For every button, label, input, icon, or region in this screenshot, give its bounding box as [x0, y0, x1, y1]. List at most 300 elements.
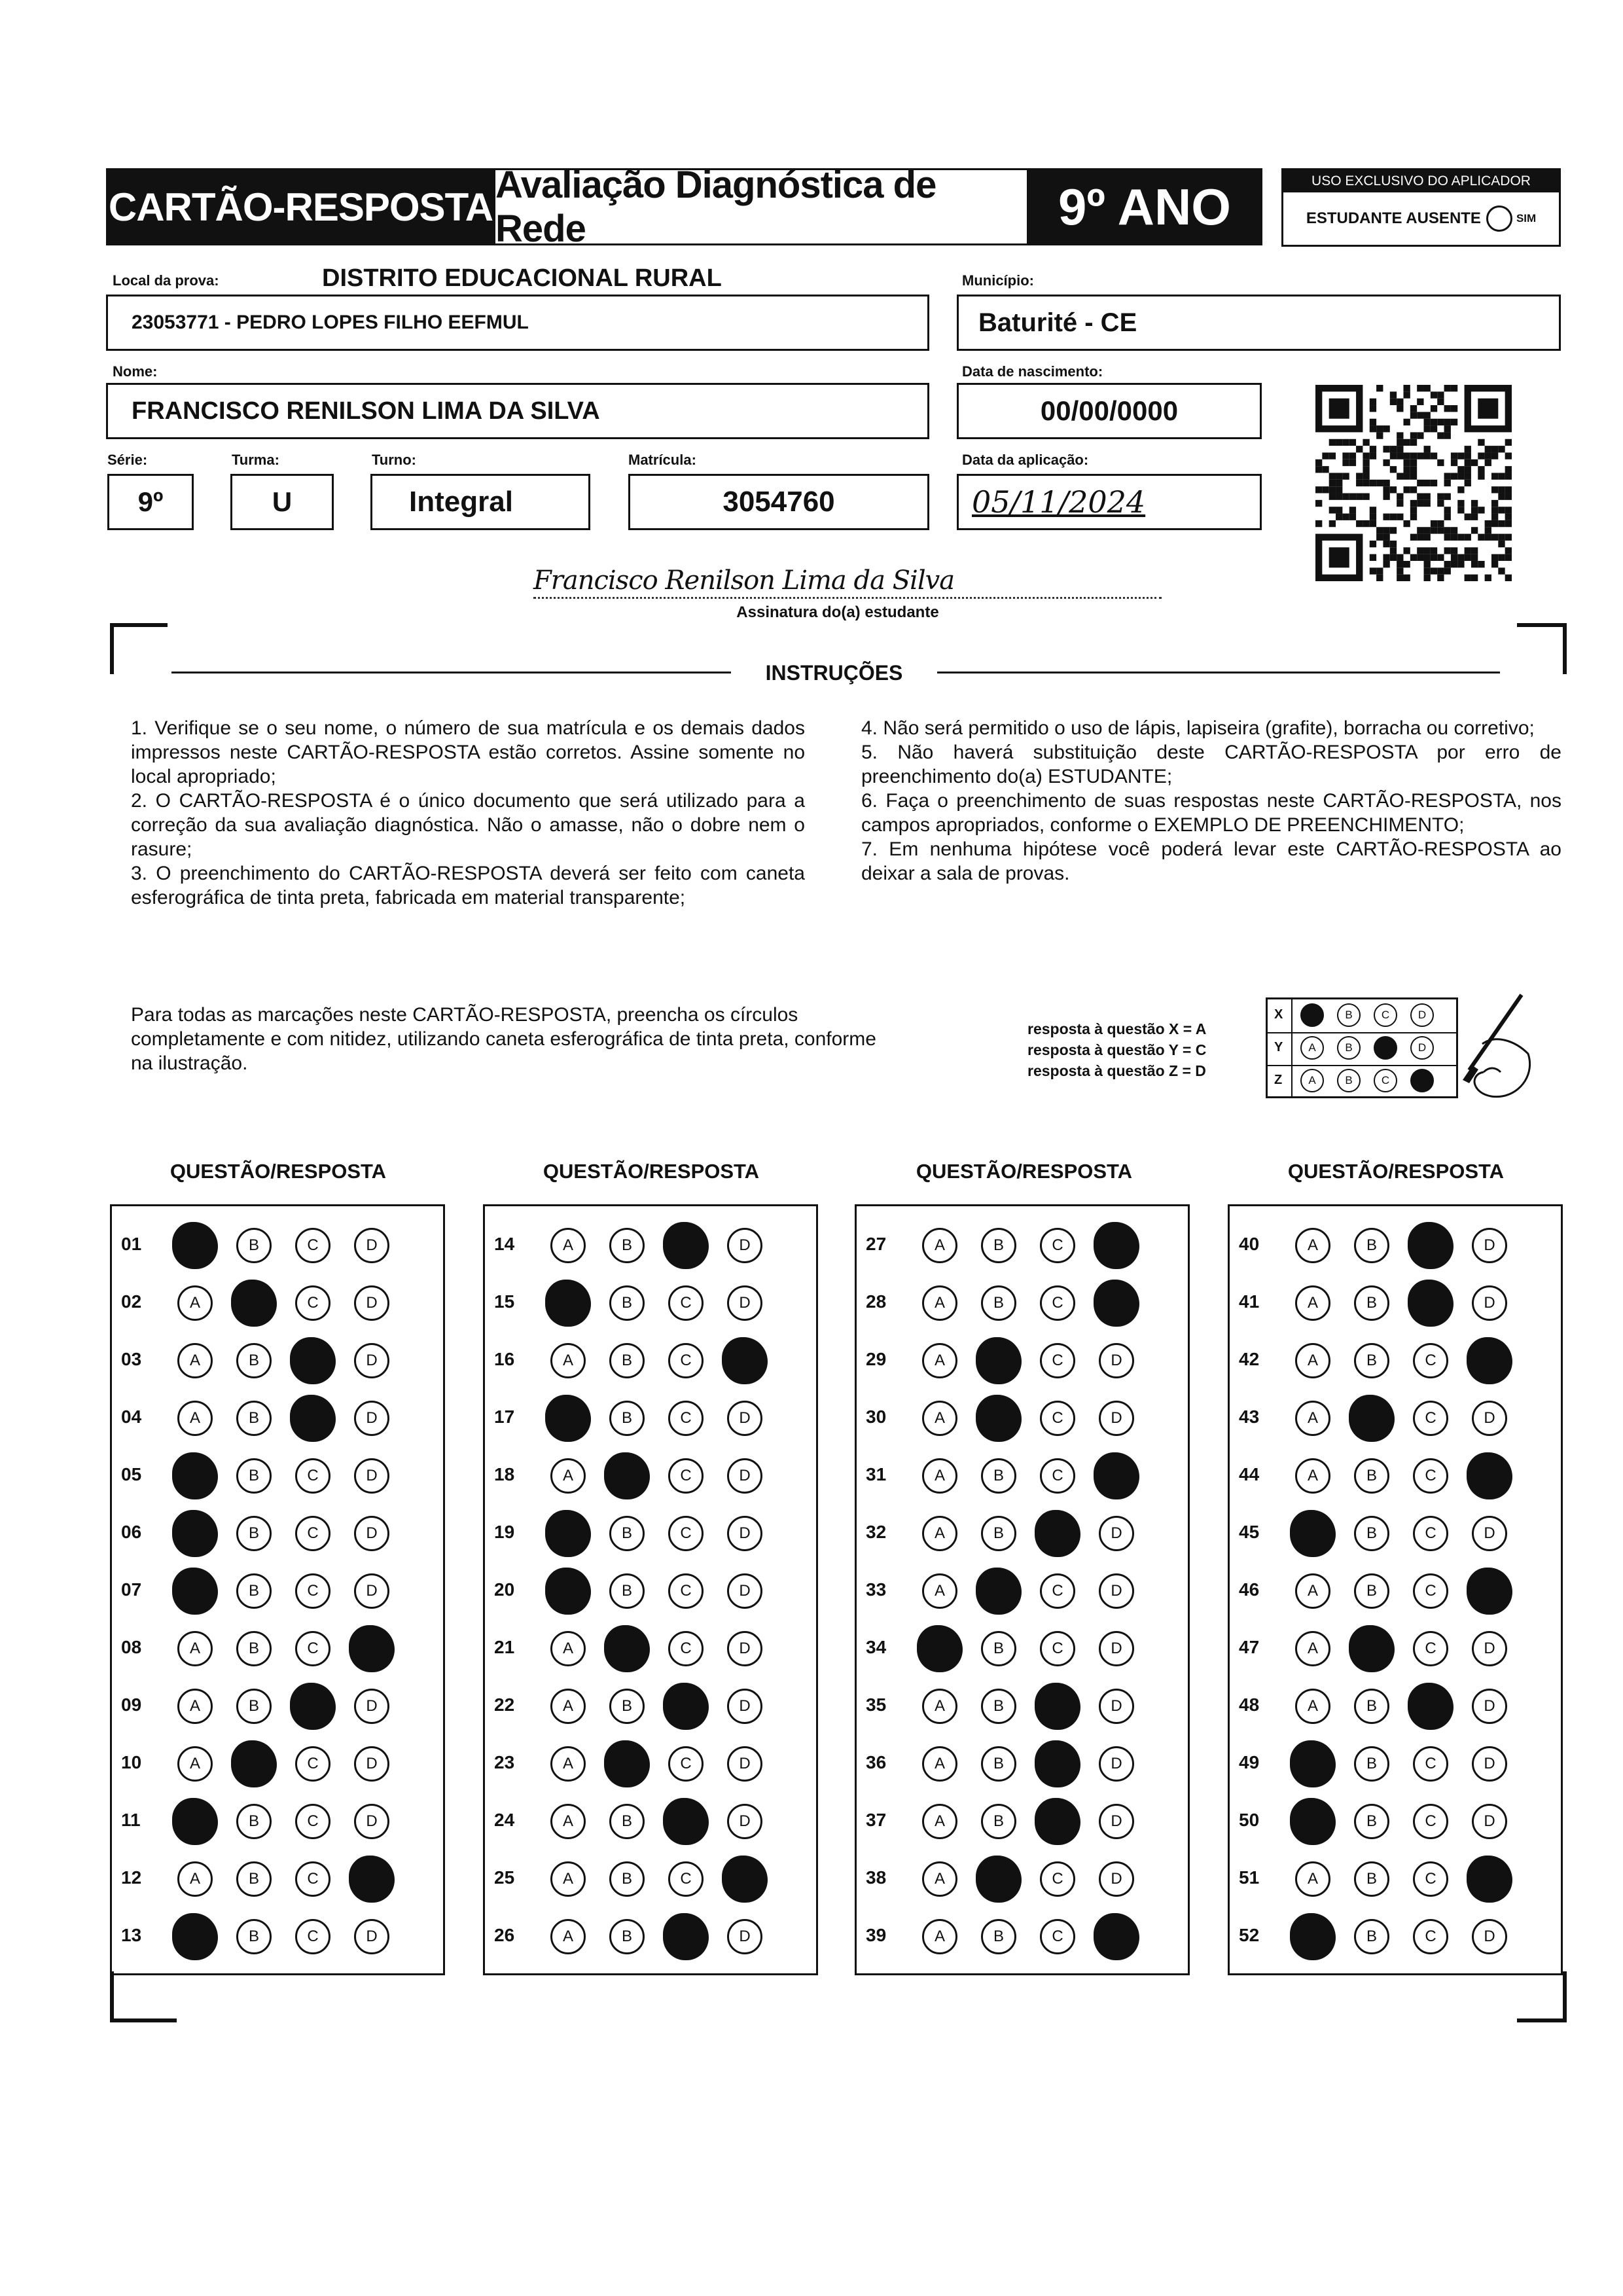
- answer-bubble[interactable]: B: [236, 1401, 272, 1436]
- nascimento-field: [957, 383, 1262, 439]
- question-number: 18: [494, 1464, 515, 1484]
- answer-bubble[interactable]: B: [609, 1861, 645, 1897]
- answer-bubble[interactable]: B: [1354, 1804, 1389, 1839]
- answer-bubble[interactable]: B: [1354, 1228, 1389, 1263]
- answer-bubble[interactable]: D: [1472, 1285, 1507, 1321]
- absent-checkbox[interactable]: [1486, 206, 1512, 232]
- answer-bubble-filled[interactable]: [1408, 1683, 1454, 1730]
- answer-row: [857, 1215, 1188, 1273]
- answer-bubble[interactable]: B: [981, 1228, 1016, 1263]
- answer-bubble[interactable]: C: [295, 1458, 330, 1494]
- example-divider: [1291, 1032, 1293, 1065]
- answer-bubble[interactable]: D: [1472, 1401, 1507, 1436]
- answer-bubble[interactable]: C: [1413, 1343, 1448, 1378]
- answer-bubble[interactable]: B: [981, 1631, 1016, 1666]
- qr-code: [1315, 385, 1512, 581]
- answer-bubble[interactable]: C: [1040, 1631, 1075, 1666]
- answer-column-3: [855, 1204, 1190, 1975]
- answer-bubble[interactable]: C: [1040, 1861, 1075, 1897]
- answer-bubble[interactable]: C: [1413, 1861, 1448, 1897]
- answer-bubble[interactable]: B: [236, 1689, 272, 1724]
- answer-bubble[interactable]: A: [550, 1861, 586, 1897]
- answer-bubble-filled[interactable]: [1349, 1395, 1395, 1442]
- example-divider: [1291, 1065, 1293, 1098]
- example-question-letter: X: [1274, 1007, 1283, 1022]
- answer-bubble[interactable]: D: [354, 1401, 389, 1436]
- answer-bubble[interactable]: D: [727, 1401, 762, 1436]
- answer-bubble[interactable]: B: [609, 1401, 645, 1436]
- answer-bubble[interactable]: C: [1413, 1573, 1448, 1609]
- turma-label: Turma:: [232, 452, 279, 468]
- answer-row: [1230, 1388, 1561, 1446]
- answer-bubble[interactable]: D: [1099, 1631, 1134, 1666]
- answer-bubble[interactable]: A: [550, 1919, 586, 1954]
- answer-bubble-filled[interactable]: [172, 1222, 218, 1269]
- answer-bubble[interactable]: C: [1413, 1458, 1448, 1494]
- answer-bubble[interactable]: D: [727, 1458, 762, 1494]
- answer-bubble[interactable]: D: [1099, 1343, 1134, 1378]
- answer-row: [485, 1331, 816, 1388]
- answer-bubble-filled[interactable]: [722, 1337, 768, 1384]
- answer-bubble[interactable]: A: [550, 1746, 586, 1782]
- answer-bubble[interactable]: B: [236, 1573, 272, 1609]
- answer-bubble[interactable]: D: [1472, 1516, 1507, 1551]
- question-number: 36: [866, 1752, 887, 1772]
- answer-bubble[interactable]: B: [236, 1631, 272, 1666]
- answer-row: [857, 1791, 1188, 1849]
- answer-bubble[interactable]: D: [354, 1516, 389, 1551]
- example-bubble: D: [1410, 1036, 1434, 1060]
- answers-heading-1: QUESTÃO/RESPOSTA: [169, 1160, 387, 1183]
- turno-label: Turno:: [372, 452, 417, 468]
- answer-bubble-filled[interactable]: [349, 1625, 395, 1672]
- answer-bubble[interactable]: D: [1099, 1804, 1134, 1839]
- corner-mark-top-right: [1517, 623, 1567, 674]
- answer-bubble[interactable]: D: [1099, 1746, 1134, 1782]
- answer-bubble[interactable]: A: [922, 1343, 957, 1378]
- answer-bubble[interactable]: B: [981, 1285, 1016, 1321]
- answer-bubble[interactable]: B: [236, 1458, 272, 1494]
- answer-row: [1230, 1734, 1561, 1791]
- answer-row: [485, 1388, 816, 1446]
- answer-bubble[interactable]: A: [922, 1746, 957, 1782]
- answer-bubble-filled[interactable]: [1035, 1798, 1080, 1845]
- answer-bubble[interactable]: D: [354, 1573, 389, 1609]
- answer-bubble-filled[interactable]: [545, 1395, 591, 1442]
- answer-bubble[interactable]: D: [1099, 1401, 1134, 1436]
- answer-bubble[interactable]: D: [1099, 1689, 1134, 1724]
- answer-row: [485, 1503, 816, 1561]
- answer-column-2: [483, 1204, 818, 1975]
- municipio-value: Baturité - CE: [978, 308, 1137, 337]
- answer-bubble[interactable]: A: [177, 1746, 213, 1782]
- answer-row: [1230, 1907, 1561, 1964]
- answer-bubble[interactable]: A: [922, 1919, 957, 1954]
- answer-bubble[interactable]: C: [1040, 1458, 1075, 1494]
- answer-bubble[interactable]: B: [1354, 1919, 1389, 1954]
- instruction-item: 3. O preenchimento do CARTÃO-RESPOSTA deverá ser feito com caneta esferográfica de tinta preta, fabricada em material transparente;: [131, 863, 805, 908]
- answer-bubble-filled[interactable]: [663, 1798, 709, 1845]
- answer-bubble[interactable]: D: [1099, 1861, 1134, 1897]
- answer-bubble-filled[interactable]: [1094, 1222, 1139, 1269]
- answer-bubble[interactable]: C: [1413, 1631, 1448, 1666]
- answer-bubble-filled[interactable]: [917, 1625, 963, 1672]
- answer-bubble[interactable]: D: [354, 1343, 389, 1378]
- answer-bubble[interactable]: D: [354, 1228, 389, 1263]
- answer-bubble[interactable]: B: [236, 1861, 272, 1897]
- answer-bubble-filled[interactable]: [172, 1798, 218, 1845]
- answer-bubble[interactable]: A: [177, 1689, 213, 1724]
- answer-bubble[interactable]: D: [727, 1804, 762, 1839]
- answer-bubble[interactable]: D: [1472, 1804, 1507, 1839]
- answer-bubble[interactable]: D: [1472, 1631, 1507, 1666]
- answer-bubble[interactable]: B: [609, 1228, 645, 1263]
- answer-bubble-filled[interactable]: [1290, 1510, 1336, 1557]
- answer-row: [112, 1388, 443, 1446]
- question-number: 05: [121, 1464, 142, 1484]
- answer-bubble-filled[interactable]: [1094, 1280, 1139, 1327]
- answer-bubble-filled[interactable]: [231, 1280, 277, 1327]
- card-title: CARTÃO-RESPOSTA: [106, 168, 495, 245]
- answer-bubble[interactable]: A: [550, 1631, 586, 1666]
- answer-bubble-filled[interactable]: [1290, 1798, 1336, 1845]
- instruction-item: 4. Não será permitido o uso de lápis, lapiseira (grafite), borracha ou corretivo;: [861, 717, 1535, 739]
- answer-bubble-filled[interactable]: [604, 1740, 650, 1787]
- nome-field: [106, 383, 929, 439]
- question-number: 31: [866, 1464, 887, 1484]
- answer-bubble[interactable]: B: [609, 1919, 645, 1954]
- answer-bubble[interactable]: C: [668, 1285, 704, 1321]
- answer-bubble[interactable]: A: [922, 1458, 957, 1494]
- answer-bubble[interactable]: B: [981, 1458, 1016, 1494]
- answer-bubble[interactable]: A: [1295, 1458, 1330, 1494]
- question-number: 42: [1239, 1349, 1260, 1369]
- answer-bubble-filled[interactable]: [1467, 1568, 1512, 1615]
- instructions-left: [131, 716, 805, 910]
- answer-bubble[interactable]: C: [295, 1861, 330, 1897]
- answer-bubble[interactable]: C: [1413, 1516, 1448, 1551]
- answer-bubble-filled[interactable]: [172, 1568, 218, 1615]
- answer-bubble[interactable]: B: [609, 1689, 645, 1724]
- answer-bubble[interactable]: B: [981, 1746, 1016, 1782]
- answer-bubble-filled[interactable]: [1290, 1740, 1336, 1787]
- answer-bubble[interactable]: B: [236, 1804, 272, 1839]
- instruction-item: 7. Em nenhuma hipótese você poderá levar este CARTÃO-RESPOSTA ao deixar a sala de provas.: [861, 838, 1561, 884]
- answer-bubble[interactable]: A: [1295, 1401, 1330, 1436]
- answer-bubble[interactable]: D: [727, 1516, 762, 1551]
- answer-bubble[interactable]: D: [727, 1746, 762, 1782]
- answer-row: [1230, 1331, 1561, 1388]
- answer-bubble[interactable]: A: [550, 1458, 586, 1494]
- answer-bubble[interactable]: B: [1354, 1343, 1389, 1378]
- answer-bubble-filled[interactable]: [545, 1280, 591, 1327]
- answer-bubble[interactable]: C: [1413, 1401, 1448, 1436]
- question-number: 24: [494, 1810, 515, 1830]
- signature-line: [533, 564, 1162, 599]
- answer-bubble[interactable]: C: [295, 1228, 330, 1263]
- answer-bubble[interactable]: B: [1354, 1746, 1389, 1782]
- answer-bubble[interactable]: B: [1354, 1689, 1389, 1724]
- question-number: 13: [121, 1925, 142, 1945]
- answer-bubble[interactable]: C: [1040, 1573, 1075, 1609]
- answer-bubble-filled[interactable]: [172, 1913, 218, 1960]
- answer-bubble[interactable]: C: [1040, 1228, 1075, 1263]
- answer-row: [1230, 1273, 1561, 1331]
- question-number: 33: [866, 1579, 887, 1600]
- answer-bubble[interactable]: D: [727, 1689, 762, 1724]
- answer-bubble[interactable]: C: [668, 1746, 704, 1782]
- answer-bubble-filled[interactable]: [1035, 1510, 1080, 1557]
- absent-option-label: SIM: [1516, 212, 1537, 224]
- question-number: 46: [1239, 1579, 1260, 1600]
- answer-bubble[interactable]: C: [295, 1804, 330, 1839]
- answer-bubble[interactable]: A: [177, 1861, 213, 1897]
- answer-bubble[interactable]: A: [1295, 1689, 1330, 1724]
- question-number: 08: [121, 1637, 142, 1657]
- question-number: 38: [866, 1867, 887, 1888]
- answer-bubble-filled[interactable]: [1035, 1683, 1080, 1730]
- answer-row: [485, 1791, 816, 1849]
- answer-bubble[interactable]: B: [981, 1804, 1016, 1839]
- answer-row: [112, 1676, 443, 1734]
- answer-bubble[interactable]: A: [922, 1689, 957, 1724]
- answer-bubble-filled[interactable]: [1408, 1280, 1454, 1327]
- answer-bubble[interactable]: B: [1354, 1861, 1389, 1897]
- example-bubble-filled: [1374, 1036, 1397, 1060]
- answer-bubble[interactable]: B: [609, 1516, 645, 1551]
- answer-bubble[interactable]: D: [1472, 1919, 1507, 1954]
- answer-bubble[interactable]: A: [177, 1401, 213, 1436]
- answer-bubble[interactable]: A: [550, 1689, 586, 1724]
- answer-bubble[interactable]: C: [668, 1516, 704, 1551]
- answer-row: [857, 1849, 1188, 1907]
- nascimento-value: 00/00/0000: [1040, 395, 1179, 426]
- answer-bubble[interactable]: B: [236, 1228, 272, 1263]
- answers-heading-4: QUESTÃO/RESPOSTA: [1287, 1160, 1505, 1183]
- question-number: 50: [1239, 1810, 1260, 1830]
- answer-bubble[interactable]: D: [354, 1804, 389, 1839]
- answer-bubble[interactable]: C: [295, 1516, 330, 1551]
- question-number: 32: [866, 1522, 887, 1542]
- answer-bubble-filled[interactable]: [290, 1683, 336, 1730]
- answer-bubble-filled[interactable]: [290, 1337, 336, 1384]
- answer-row: [112, 1503, 443, 1561]
- answer-bubble[interactable]: A: [550, 1804, 586, 1839]
- answer-bubble-filled[interactable]: [1290, 1913, 1336, 1960]
- answer-bubble[interactable]: B: [981, 1919, 1016, 1954]
- answer-bubble-filled[interactable]: [545, 1510, 591, 1557]
- answer-bubble[interactable]: D: [354, 1919, 389, 1954]
- answer-bubble[interactable]: C: [1040, 1401, 1075, 1436]
- answer-bubble-filled[interactable]: [722, 1856, 768, 1903]
- question-number: 27: [866, 1234, 887, 1254]
- answer-bubble-filled[interactable]: [663, 1222, 709, 1269]
- answer-bubble[interactable]: D: [354, 1285, 389, 1321]
- question-number: 22: [494, 1695, 515, 1715]
- answer-bubble[interactable]: A: [1295, 1861, 1330, 1897]
- turma-value: U: [272, 486, 293, 517]
- answer-bubble[interactable]: C: [1040, 1285, 1075, 1321]
- answer-bubble[interactable]: A: [1295, 1228, 1330, 1263]
- answer-bubble-filled[interactable]: [1467, 1856, 1512, 1903]
- answer-bubble[interactable]: D: [727, 1285, 762, 1321]
- answer-bubble-filled[interactable]: [1349, 1625, 1395, 1672]
- answer-bubble[interactable]: B: [236, 1343, 272, 1378]
- answer-bubble[interactable]: C: [295, 1746, 330, 1782]
- answer-bubble-filled[interactable]: [976, 1568, 1022, 1615]
- example-question-letter: Z: [1274, 1073, 1283, 1087]
- absent-row: [1283, 192, 1559, 245]
- answer-bubble[interactable]: D: [1099, 1573, 1134, 1609]
- answer-bubble-filled[interactable]: [1094, 1452, 1139, 1499]
- answer-bubble[interactable]: B: [609, 1285, 645, 1321]
- question-number: 16: [494, 1349, 515, 1369]
- answer-bubble[interactable]: D: [727, 1573, 762, 1609]
- answer-bubble[interactable]: B: [1354, 1285, 1389, 1321]
- answer-bubble[interactable]: B: [609, 1804, 645, 1839]
- question-number: 45: [1239, 1522, 1260, 1542]
- answer-bubble[interactable]: A: [550, 1343, 586, 1378]
- question-number: 12: [121, 1867, 142, 1888]
- signature-value: Francisco Renilson Lima da Silva: [533, 565, 955, 596]
- answer-bubble-filled[interactable]: [1467, 1452, 1512, 1499]
- pen-hand-icon: [1423, 982, 1535, 1113]
- example-legend: [1027, 1018, 1206, 1081]
- answer-bubble[interactable]: A: [922, 1228, 957, 1263]
- instruction-item: 1. Verifique se o seu nome, o número de sua matrícula e os demais dados impressos neste CARTÃO-RESPOSTA estão corretos. Assine somente no local apropriado;: [131, 717, 805, 787]
- answer-bubble-filled[interactable]: [231, 1740, 277, 1787]
- answer-bubble[interactable]: C: [668, 1401, 704, 1436]
- answer-bubble[interactable]: B: [609, 1343, 645, 1378]
- answer-bubble-filled[interactable]: [976, 1337, 1022, 1384]
- example-divider: [1291, 999, 1293, 1032]
- answer-bubble[interactable]: D: [354, 1689, 389, 1724]
- answer-bubble[interactable]: B: [236, 1919, 272, 1954]
- local-value: 23053771 - PEDRO LOPES FILHO EEFMUL: [132, 312, 529, 333]
- answer-bubble[interactable]: C: [668, 1631, 704, 1666]
- answer-bubble[interactable]: B: [1354, 1458, 1389, 1494]
- instructions-title: INSTRUÇÕES: [765, 661, 903, 685]
- absent-label: ESTUDANTE AUSENTE: [1306, 209, 1481, 227]
- answer-bubble[interactable]: A: [922, 1285, 957, 1321]
- answer-bubble[interactable]: C: [295, 1573, 330, 1609]
- answer-bubble[interactable]: A: [922, 1401, 957, 1436]
- answer-bubble[interactable]: A: [177, 1285, 213, 1321]
- answer-bubble-filled[interactable]: [663, 1913, 709, 1960]
- answer-bubble[interactable]: C: [1040, 1343, 1075, 1378]
- answer-bubble[interactable]: C: [668, 1343, 704, 1378]
- answer-bubble-filled[interactable]: [663, 1683, 709, 1730]
- answer-bubble-filled[interactable]: [976, 1395, 1022, 1442]
- answer-bubble-filled[interactable]: [349, 1856, 395, 1903]
- answer-bubble[interactable]: A: [177, 1343, 213, 1378]
- answer-bubble[interactable]: A: [1295, 1285, 1330, 1321]
- question-number: 01: [121, 1234, 142, 1254]
- answer-row: [112, 1907, 443, 1964]
- question-number: 29: [866, 1349, 887, 1369]
- answer-bubble[interactable]: B: [981, 1689, 1016, 1724]
- answer-bubble[interactable]: A: [922, 1804, 957, 1839]
- example-bubble: B: [1337, 1003, 1361, 1027]
- answer-bubble-filled[interactable]: [290, 1395, 336, 1442]
- answer-bubble[interactable]: B: [1354, 1573, 1389, 1609]
- answer-bubble[interactable]: C: [1040, 1919, 1075, 1954]
- answer-bubble[interactable]: B: [236, 1516, 272, 1551]
- answer-bubble[interactable]: D: [1472, 1228, 1507, 1263]
- answer-row: [1230, 1446, 1561, 1503]
- answer-bubble[interactable]: A: [1295, 1573, 1330, 1609]
- answer-bubble[interactable]: D: [1472, 1746, 1507, 1782]
- corner-mark-top-left: [110, 623, 168, 674]
- answer-bubble-filled[interactable]: [1467, 1337, 1512, 1384]
- answer-bubble[interactable]: A: [1295, 1343, 1330, 1378]
- answer-bubble[interactable]: A: [550, 1228, 586, 1263]
- answer-bubble[interactable]: D: [727, 1228, 762, 1263]
- answer-row: [1230, 1215, 1561, 1273]
- answer-bubble[interactable]: C: [295, 1631, 330, 1666]
- answer-bubble[interactable]: C: [668, 1573, 704, 1609]
- answer-bubble-filled[interactable]: [172, 1510, 218, 1557]
- answer-bubble[interactable]: B: [981, 1516, 1016, 1551]
- answer-bubble-filled[interactable]: [976, 1856, 1022, 1903]
- answer-bubble-filled[interactable]: [545, 1568, 591, 1615]
- answer-bubble[interactable]: D: [354, 1458, 389, 1494]
- question-number: 04: [121, 1407, 142, 1427]
- answer-bubble[interactable]: A: [922, 1861, 957, 1897]
- answer-row: [112, 1734, 443, 1791]
- example-bubble: C: [1374, 1069, 1397, 1092]
- answer-bubble[interactable]: C: [668, 1458, 704, 1494]
- answer-bubble-filled[interactable]: [604, 1625, 650, 1672]
- answer-bubble[interactable]: B: [609, 1573, 645, 1609]
- answer-bubble-filled[interactable]: [1408, 1222, 1454, 1269]
- answer-bubble[interactable]: C: [1413, 1919, 1448, 1954]
- answer-row: [485, 1907, 816, 1964]
- answer-row: [857, 1331, 1188, 1388]
- serie-field: [107, 474, 194, 530]
- answer-bubble[interactable]: C: [295, 1919, 330, 1954]
- answer-bubble[interactable]: A: [922, 1516, 957, 1551]
- assessment-title: Avaliação Diagnóstica de Rede: [495, 168, 1027, 245]
- answer-bubble[interactable]: A: [922, 1573, 957, 1609]
- answer-row: [485, 1215, 816, 1273]
- answer-bubble[interactable]: D: [354, 1746, 389, 1782]
- answer-bubble[interactable]: D: [1099, 1516, 1134, 1551]
- question-number: 52: [1239, 1925, 1260, 1945]
- serie-value: 9º: [137, 486, 164, 517]
- answer-bubble[interactable]: D: [727, 1919, 762, 1954]
- answer-bubble[interactable]: C: [295, 1285, 330, 1321]
- answer-bubble[interactable]: C: [1413, 1746, 1448, 1782]
- answer-bubble[interactable]: C: [668, 1861, 704, 1897]
- answer-bubble[interactable]: A: [177, 1631, 213, 1666]
- answer-bubble[interactable]: A: [1295, 1631, 1330, 1666]
- answer-bubble[interactable]: D: [727, 1631, 762, 1666]
- answer-bubble-filled[interactable]: [604, 1452, 650, 1499]
- answer-bubble-filled[interactable]: [172, 1452, 218, 1499]
- answer-row: [1230, 1503, 1561, 1561]
- answer-bubble-filled[interactable]: [1035, 1740, 1080, 1787]
- answer-bubble[interactable]: C: [1413, 1804, 1448, 1839]
- grade-title: 9º ANO: [1027, 168, 1262, 245]
- applicator-title: USO EXCLUSIVO DO APLICADOR: [1283, 170, 1559, 192]
- answer-bubble[interactable]: B: [1354, 1516, 1389, 1551]
- instruction-item: 6. Faça o preenchimento de suas respostas neste CARTÃO-RESPOSTA, nos campos apropriados, conforme o EXEMPLO DE PREENCHIMENTO;: [861, 790, 1561, 836]
- answer-bubble-filled[interactable]: [1094, 1913, 1139, 1960]
- answer-bubble[interactable]: D: [1472, 1689, 1507, 1724]
- question-number: 23: [494, 1752, 515, 1772]
- answer-row: [857, 1619, 1188, 1676]
